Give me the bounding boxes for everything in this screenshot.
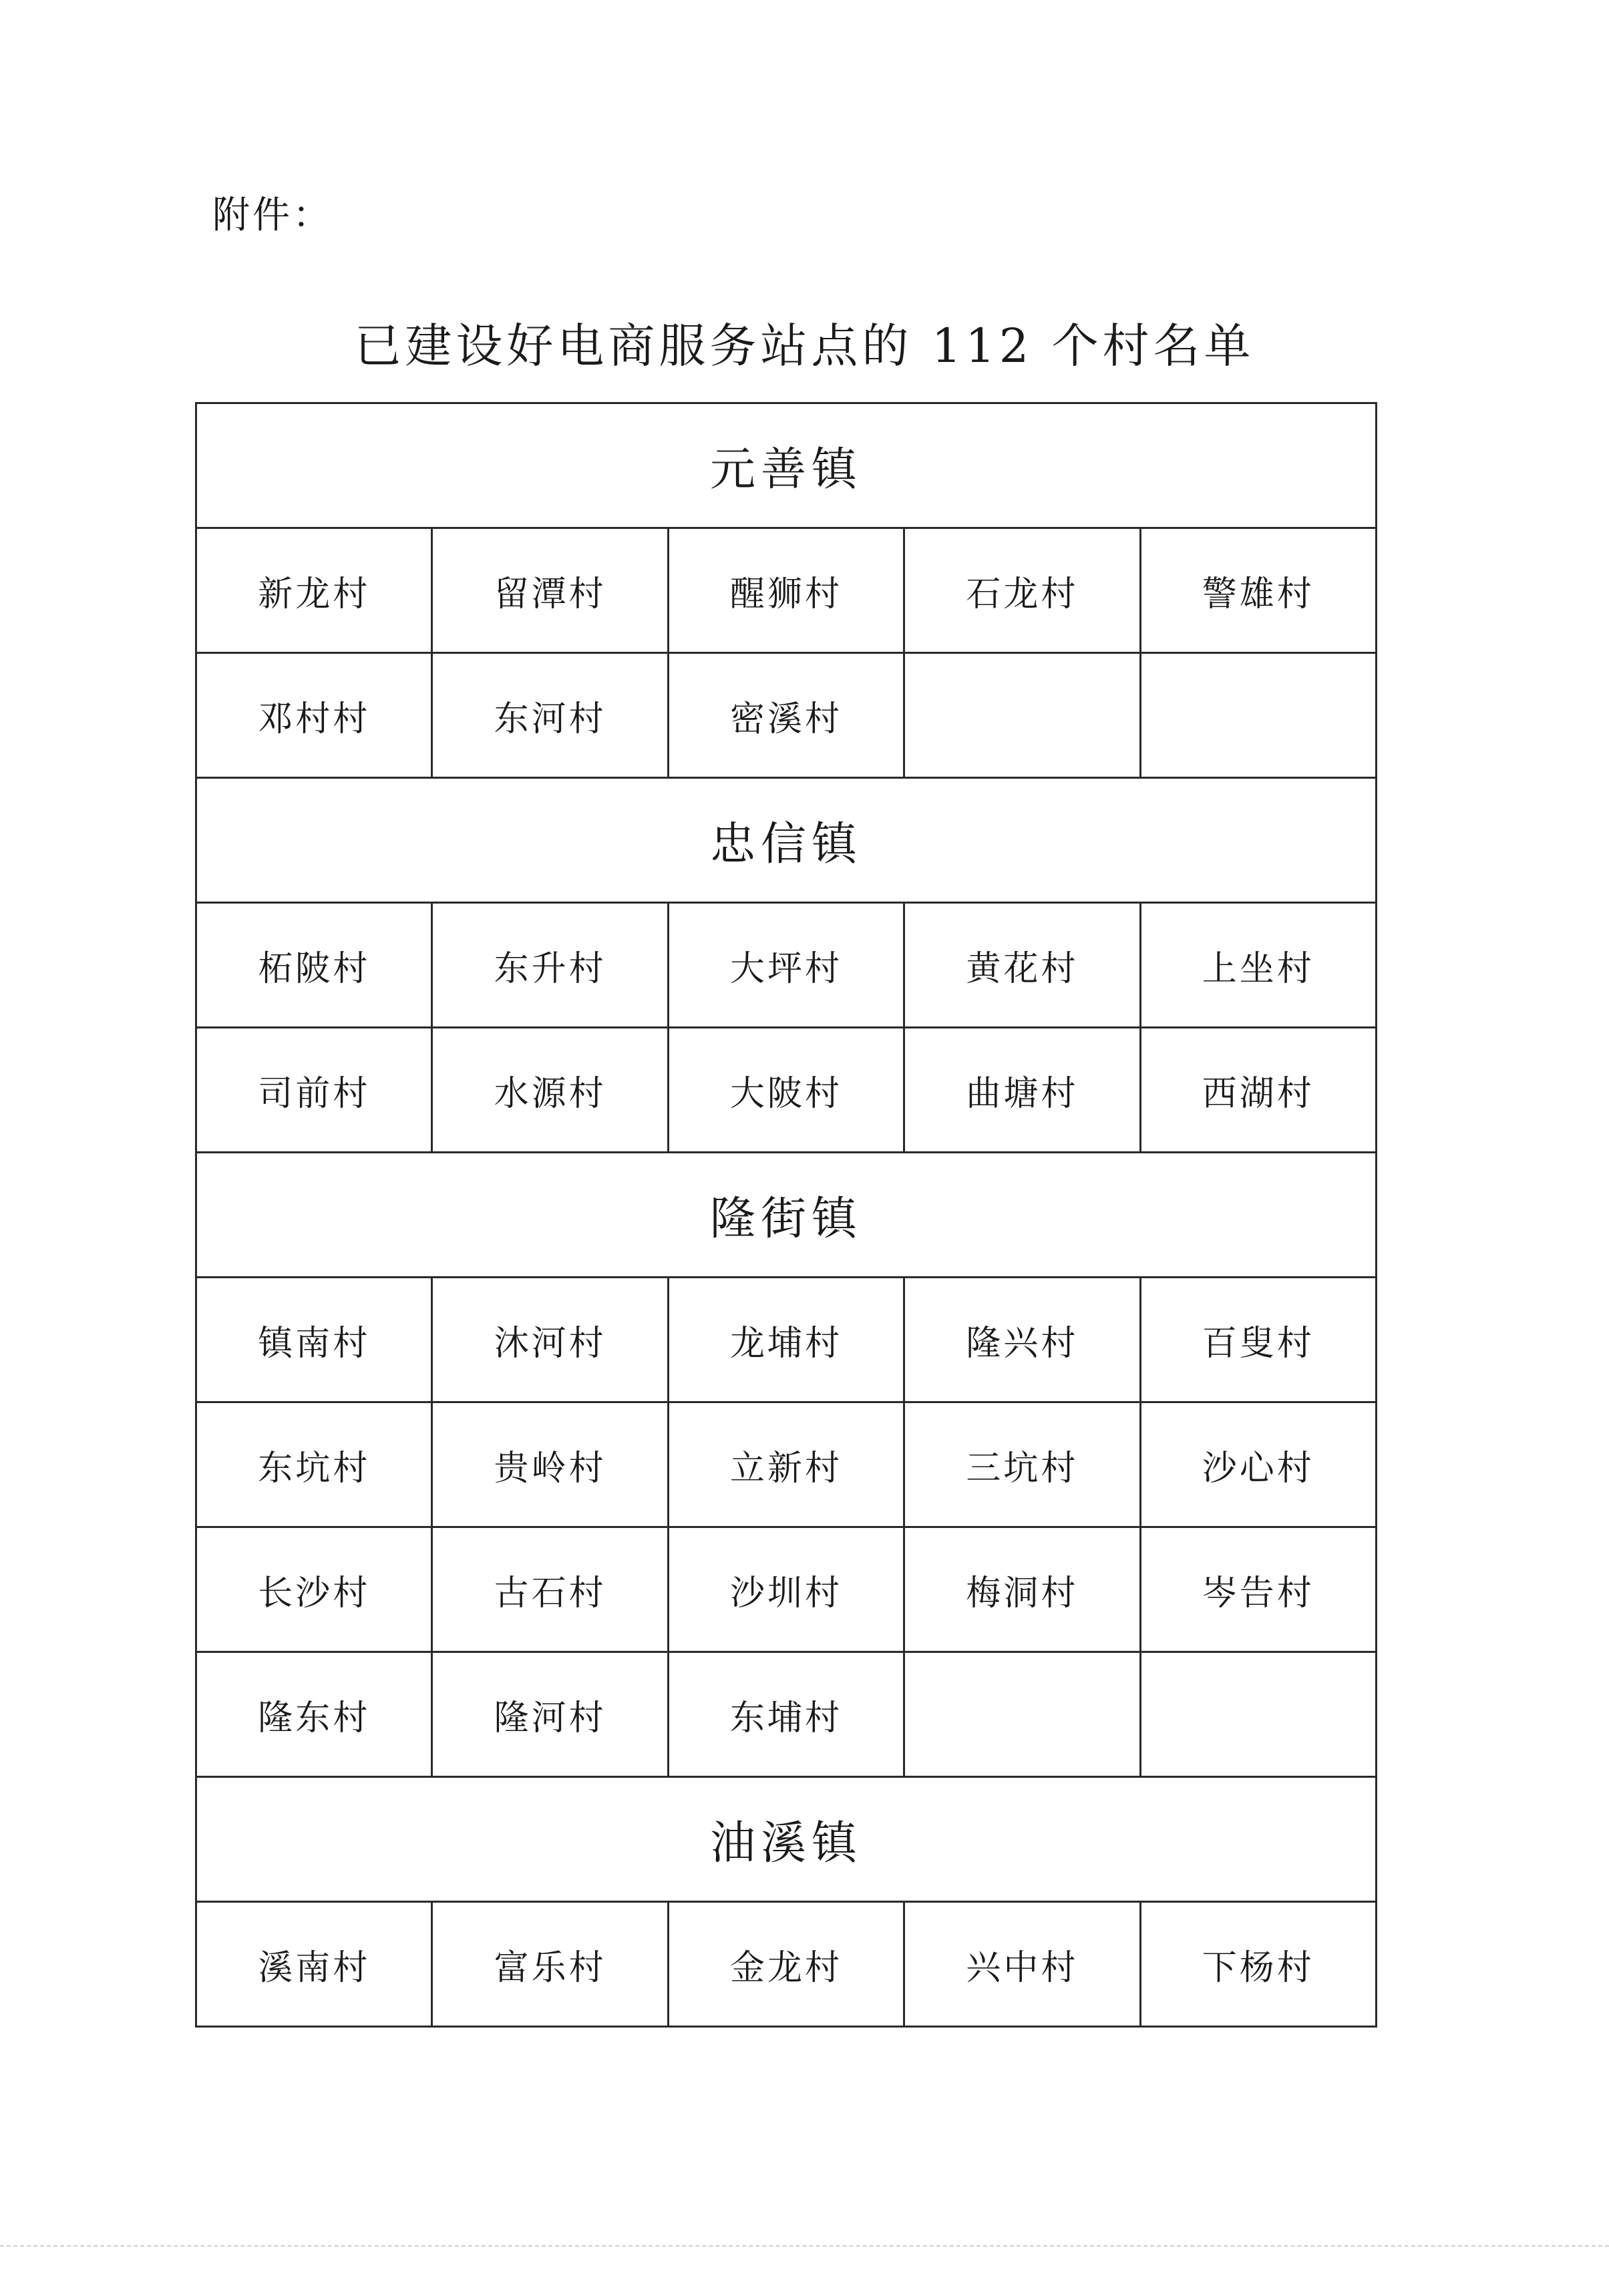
page-title: 已建设好电商服务站点的 112 个村名单 xyxy=(354,319,1255,373)
village-cell: 岑告村 xyxy=(1140,1527,1376,1652)
village-cell: 梅洞村 xyxy=(904,1527,1140,1652)
village-cell: 水源村 xyxy=(432,1028,668,1153)
empty-cell xyxy=(904,653,1140,778)
village-cell: 留潭村 xyxy=(432,528,668,653)
village-cell: 沐河村 xyxy=(432,1278,668,1402)
village-row xyxy=(196,1652,1377,1777)
village-cell: 百叟村 xyxy=(1140,1278,1376,1402)
village-row xyxy=(196,653,1377,778)
village-cell: 镇南村 xyxy=(196,1278,432,1402)
village-cell: 东埔村 xyxy=(668,1652,904,1777)
village-cell: 兴中村 xyxy=(904,1902,1140,2027)
village-cell: 贵岭村 xyxy=(432,1402,668,1527)
town-header-row xyxy=(196,778,1377,903)
village-cell: 下杨村 xyxy=(1140,1902,1376,2027)
village-row xyxy=(196,1028,1377,1153)
village-cell: 东坑村 xyxy=(196,1402,432,1527)
village-cell: 长沙村 xyxy=(196,1527,432,1652)
village-cell: 醒狮村 xyxy=(668,528,904,653)
village-cell: 金龙村 xyxy=(668,1902,904,2027)
empty-cell xyxy=(1140,1652,1376,1777)
village-cell: 沙心村 xyxy=(1140,1402,1376,1527)
town-name: 忠信镇 xyxy=(196,778,1377,903)
village-cell: 密溪村 xyxy=(668,653,904,778)
village-cell: 隆兴村 xyxy=(904,1278,1140,1402)
village-row xyxy=(196,1278,1377,1402)
town-header-row xyxy=(196,1153,1377,1278)
village-cell: 邓村村 xyxy=(196,653,432,778)
village-cell: 隆东村 xyxy=(196,1652,432,1777)
village-cell: 龙埔村 xyxy=(668,1278,904,1402)
village-cell: 柘陂村 xyxy=(196,903,432,1028)
village-table xyxy=(195,402,1377,2028)
village-cell: 黄花村 xyxy=(904,903,1140,1028)
village-cell: 溪南村 xyxy=(196,1902,432,2027)
village-row xyxy=(196,1527,1377,1652)
town-name: 隆街镇 xyxy=(196,1153,1377,1278)
village-cell: 上坐村 xyxy=(1140,903,1376,1028)
scan-edge-line xyxy=(0,2245,1609,2247)
town-header-row xyxy=(196,403,1377,528)
village-row xyxy=(196,1902,1377,2027)
town-name: 油溪镇 xyxy=(196,1777,1377,1902)
village-cell: 东河村 xyxy=(432,653,668,778)
village-row xyxy=(196,903,1377,1028)
village-row xyxy=(196,1402,1377,1527)
village-table-body xyxy=(196,403,1377,2027)
town-header-row xyxy=(196,1777,1377,1902)
village-cell: 司前村 xyxy=(196,1028,432,1153)
empty-cell xyxy=(904,1652,1140,1777)
village-cell: 警雄村 xyxy=(1140,528,1376,653)
village-cell: 隆河村 xyxy=(432,1652,668,1777)
village-cell: 沙圳村 xyxy=(668,1527,904,1652)
empty-cell xyxy=(1140,653,1376,778)
village-cell: 曲塘村 xyxy=(904,1028,1140,1153)
village-cell: 石龙村 xyxy=(904,528,1140,653)
village-cell: 立新村 xyxy=(668,1402,904,1527)
village-cell: 新龙村 xyxy=(196,528,432,653)
village-cell: 富乐村 xyxy=(432,1902,668,2027)
village-cell: 古石村 xyxy=(432,1527,668,1652)
village-cell: 东升村 xyxy=(432,903,668,1028)
village-cell: 西湖村 xyxy=(1140,1028,1376,1153)
village-cell: 大坪村 xyxy=(668,903,904,1028)
attachment-label: 附件： xyxy=(212,194,333,237)
village-row xyxy=(196,528,1377,653)
village-cell: 大陂村 xyxy=(668,1028,904,1153)
village-cell: 三坑村 xyxy=(904,1402,1140,1527)
town-name: 元善镇 xyxy=(196,403,1377,528)
